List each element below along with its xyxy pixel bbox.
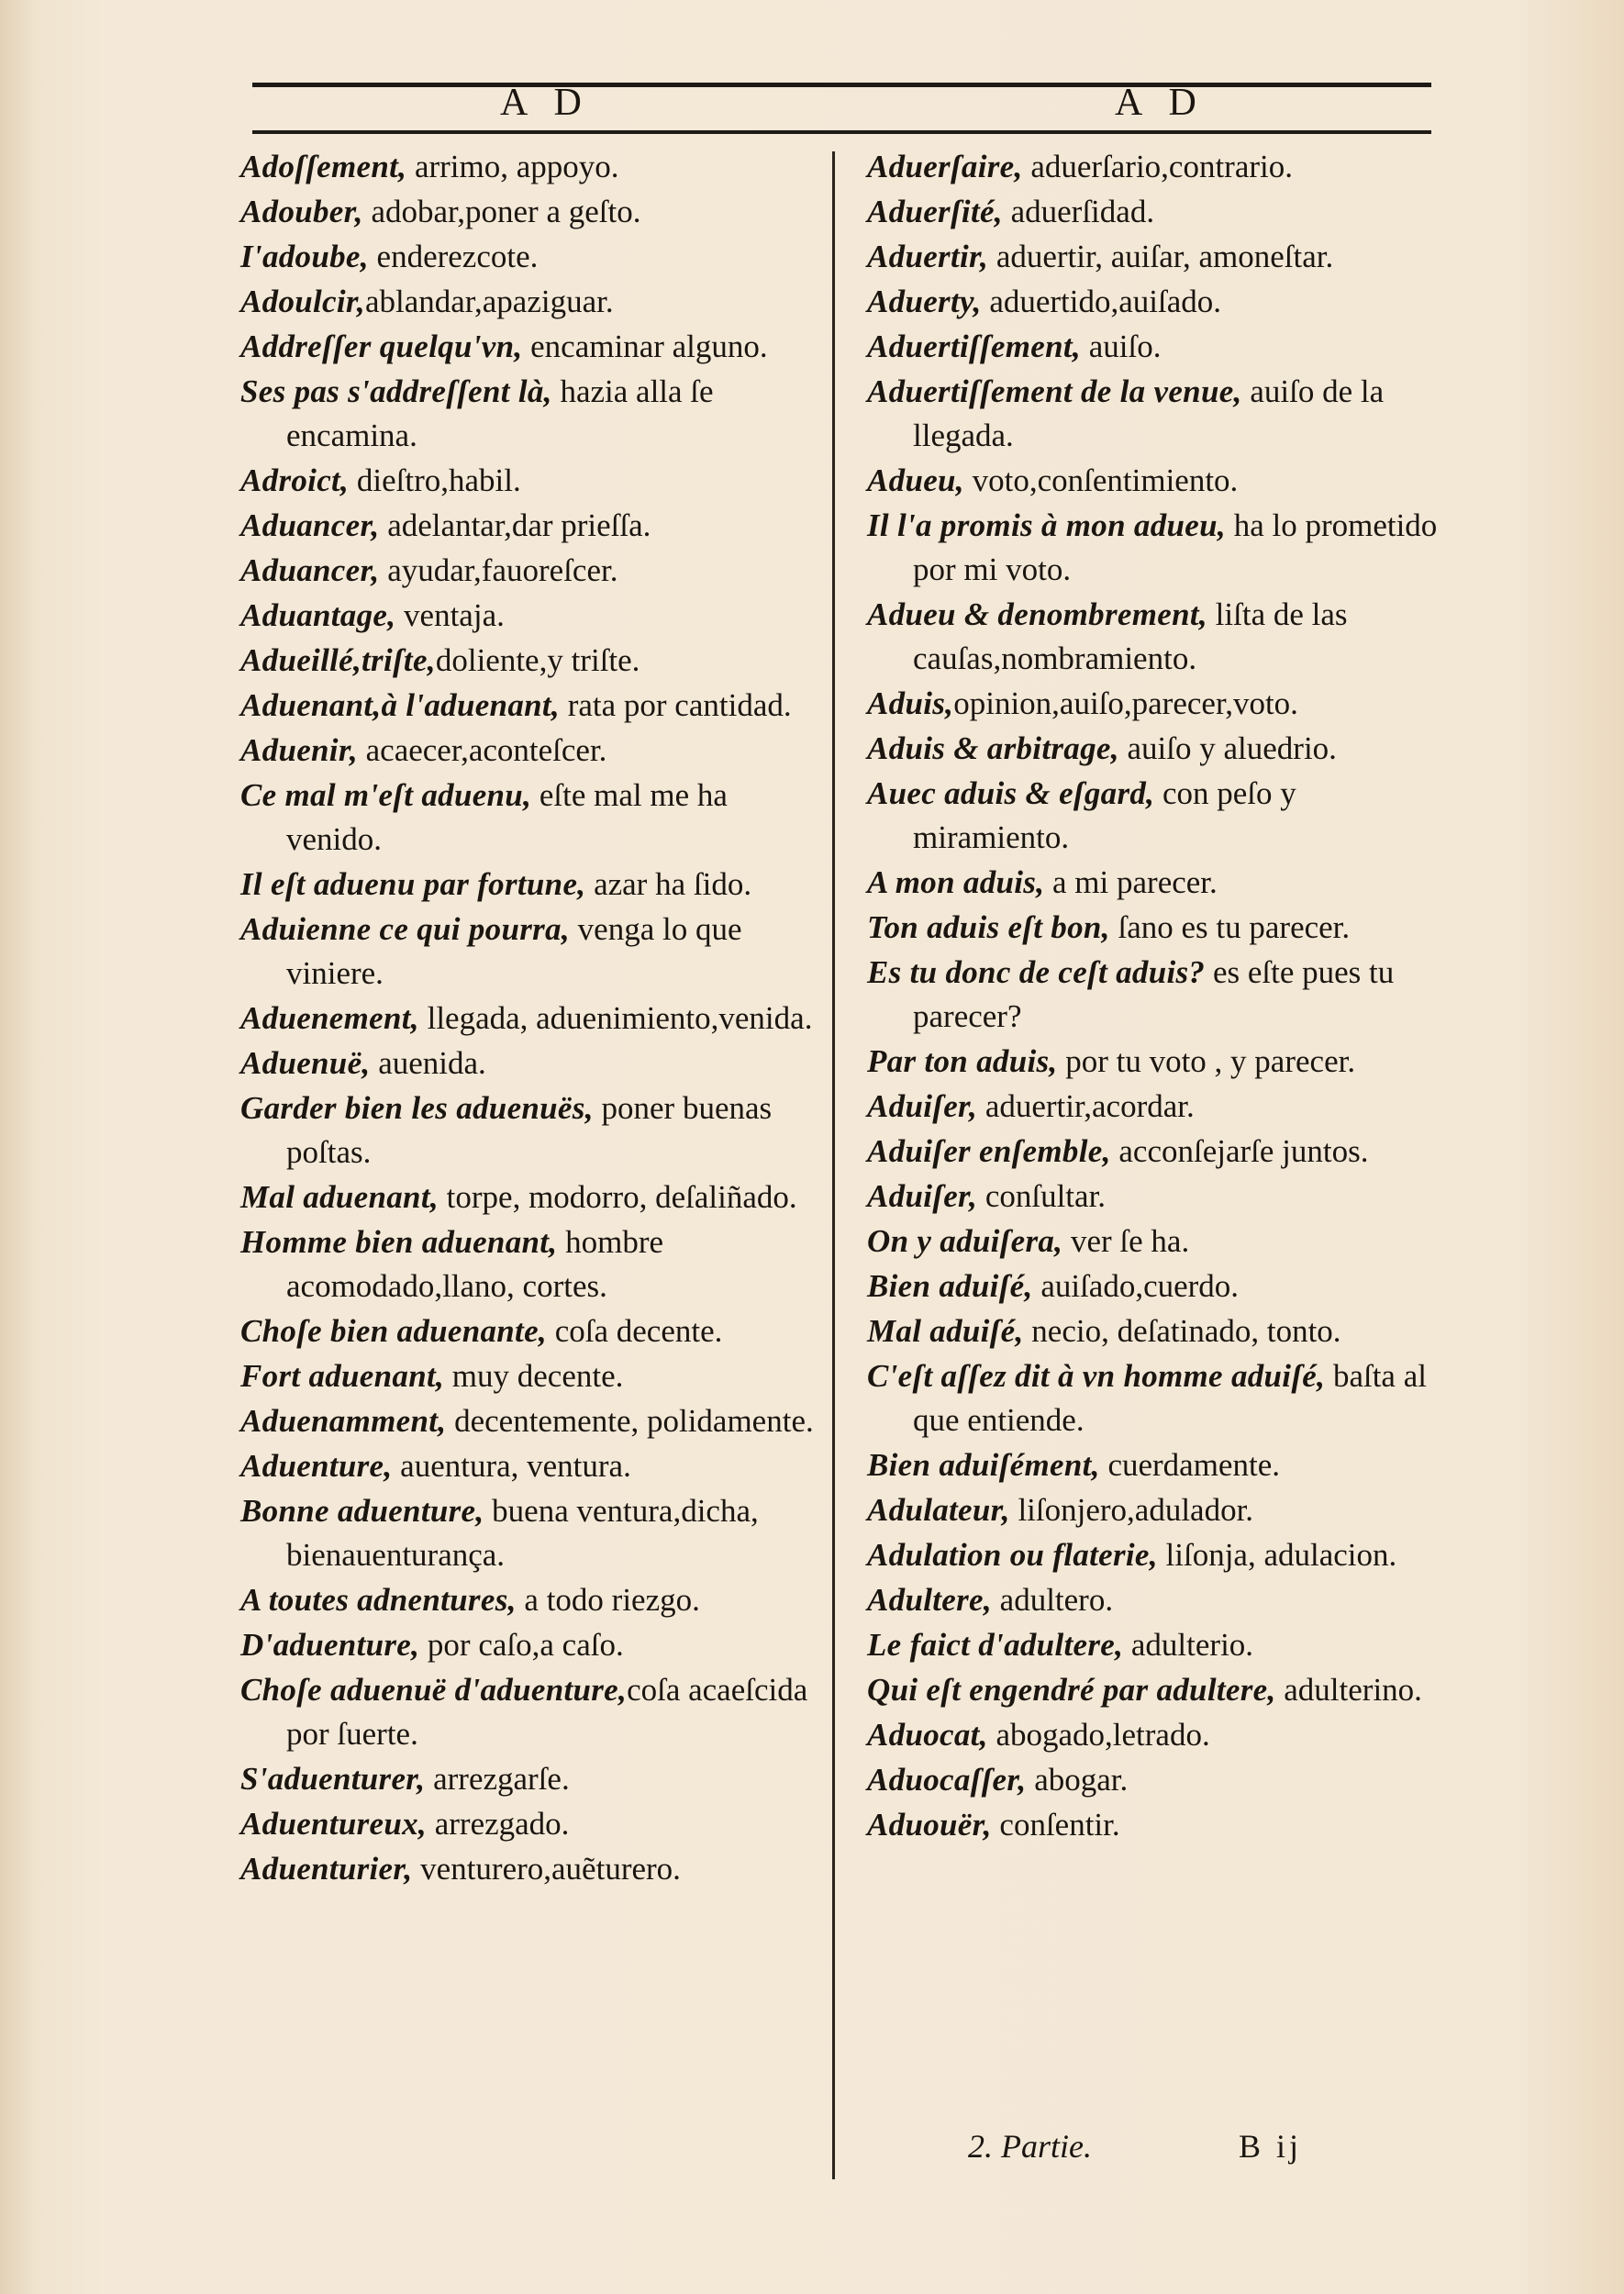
entry-translation: a todo riezgo. (516, 1582, 700, 1618)
entry-translation: voto,conſentimiento. (963, 462, 1239, 498)
head-rule (252, 130, 1431, 134)
entry-headword: Par ton aduis, (867, 1043, 1058, 1079)
entry-headword: Aduis & arbitrage, (867, 730, 1119, 766)
dictionary-entry (240, 863, 828, 907)
entry-translation: auentura, ventura. (392, 1448, 631, 1484)
entry-headword: On y aduiſera, (867, 1223, 1063, 1259)
entry-headword: Aduiſer, (867, 1178, 978, 1214)
dictionary-entry (240, 729, 828, 773)
entry-translation: arrezgado. (426, 1806, 570, 1842)
entry-headword: Adroict, (240, 462, 350, 498)
entry-headword: Es tu donc de ceſt aduis? (867, 954, 1206, 990)
dictionary-entry (867, 370, 1454, 458)
dictionary-entry (867, 682, 1454, 726)
entry-translation: abogado,letrado. (987, 1717, 1210, 1753)
dictionary-entry (240, 639, 828, 683)
entry-headword: Garder bien les aduenuës, (240, 1090, 594, 1126)
entry-headword: Aduenamment, (240, 1403, 447, 1439)
entry-headword: Aduienne ce qui pourra, (240, 911, 570, 947)
entry-headword: Ton aduis eſt bon, (867, 909, 1110, 945)
entry-headword: Aduiſer, (867, 1088, 978, 1124)
entry-headword: Adoulcir, (240, 284, 365, 319)
dictionary-entry (867, 1623, 1454, 1667)
entry-translation: doliente,y triſte. (435, 642, 640, 678)
dictionary-entry (240, 1220, 828, 1308)
entry-headword: Adulateur, (867, 1492, 1010, 1528)
dictionary-entry (240, 145, 828, 189)
entry-translation: aduerſario,contrario. (1022, 149, 1294, 184)
entry-headword: Aduenant,à l'aduenant, (240, 687, 560, 723)
entry-headword: Aduenuë, (240, 1045, 371, 1081)
entry-translation: adelantar,dar prieſſa. (379, 507, 651, 543)
entry-translation: conſultar. (977, 1178, 1107, 1214)
dictionary-entry (240, 1041, 828, 1086)
entry-headword: C'eſt aſſez dit à vn homme aduiſé, (867, 1358, 1326, 1394)
dictionary-entry (240, 594, 828, 638)
entry-translation: aduertir,acordar. (977, 1088, 1195, 1124)
entry-headword: A mon aduis, (867, 864, 1045, 900)
entry-translation: coſa decente. (546, 1313, 723, 1349)
entry-headword: Aduenturier, (240, 1851, 413, 1887)
entry-translation: por tu voto , y parecer. (1057, 1043, 1356, 1079)
dictionary-entry (240, 459, 828, 503)
dictionary-entry (867, 1309, 1454, 1353)
entry-translation: adobar,poner a geſto. (362, 194, 641, 229)
dictionary-entry (867, 1085, 1454, 1129)
entry-headword: Le faict d'adultere, (867, 1627, 1124, 1663)
entry-headword: Bien aduiſément, (867, 1447, 1100, 1483)
dictionary-entry (867, 1130, 1454, 1174)
entry-translation: liſonjero,adulador. (1009, 1492, 1254, 1528)
dictionary-entry (867, 861, 1454, 905)
dictionary-entry (240, 908, 828, 996)
entry-headword: Aduerty, (867, 284, 982, 319)
entry-headword: Aduancer, (240, 552, 380, 588)
dictionary-entry (240, 1444, 828, 1488)
dictionary-entry (867, 280, 1454, 324)
entry-headword: Qui eſt engendré par adultere, (867, 1672, 1276, 1708)
entry-headword: Aduertiſſement de la venue, (867, 373, 1242, 409)
entry-headword: Adulation ou flaterie, (867, 1537, 1158, 1573)
entry-translation: azar ha ſido. (585, 866, 752, 902)
entry-translation: llegada, aduenimiento,venida. (418, 1000, 813, 1036)
entry-translation: arrezgarſe. (425, 1761, 570, 1797)
signature-mark: B ij (1239, 2128, 1303, 2165)
entry-headword: Il eſt aduenu par fortune, (240, 866, 586, 902)
dictionary-entry (867, 593, 1454, 681)
entry-translation: opinion,auiſo,parecer,voto. (953, 685, 1298, 721)
dictionary-entry (240, 1354, 828, 1398)
entry-headword: Aduouër, (867, 1807, 992, 1843)
dictionary-entry (867, 1713, 1454, 1757)
dictionary-entry (240, 325, 828, 369)
entry-translation: venga lo que viniere. (286, 911, 742, 991)
entry-headword: I'adoube, (240, 239, 369, 274)
entry-translation: buena ventura,dicha, bienauenturança. (286, 1493, 759, 1573)
running-head-right: A D (1115, 82, 1206, 124)
dictionary-entry (867, 951, 1454, 1039)
dictionary-entry (867, 1443, 1454, 1487)
entry-headword: Addreſſer quelqu'vn, (240, 329, 523, 364)
entry-translation: hombre acomodado,llano, cortes. (286, 1224, 664, 1304)
entry-translation: decentemente, polidamente. (446, 1403, 814, 1439)
dictionary-entry (867, 504, 1454, 592)
entry-translation: aduerſidad. (1002, 194, 1155, 229)
entry-headword: Adueu, (867, 462, 964, 498)
entry-translation: venturero,auẽturero. (412, 1851, 681, 1887)
left-column (240, 145, 828, 1892)
dictionary-entry (867, 772, 1454, 860)
entry-headword: Aduocaſſer, (867, 1762, 1027, 1798)
entry-headword: Aduocat, (867, 1717, 988, 1753)
entry-translation: rata por cantidad. (559, 687, 792, 723)
entry-translation: muy decente. (444, 1358, 624, 1394)
entry-translation: a mi parecer. (1044, 864, 1218, 900)
dictionary-entry (240, 504, 828, 548)
entry-headword: Adouber, (240, 194, 363, 229)
entry-headword: Aduerſaire, (867, 149, 1023, 184)
entry-headword: Ses pas s'addreſſent là, (240, 373, 552, 409)
entry-translation: auiſo. (1080, 329, 1162, 364)
entry-translation: acconſejarſe juntos. (1110, 1133, 1369, 1169)
dictionary-entry (240, 1757, 828, 1801)
entry-translation: adultero. (991, 1582, 1114, 1618)
entry-headword: Mal aduenant, (240, 1179, 439, 1215)
entry-translation: liſonja, adulacion. (1157, 1537, 1397, 1573)
dictionary-entry (867, 906, 1454, 950)
dictionary-entry (867, 145, 1454, 189)
dictionary-entry (867, 1264, 1454, 1308)
dictionary-entry (867, 1040, 1454, 1084)
entry-translation: conſentir. (991, 1807, 1120, 1843)
entry-headword: Aduantage, (240, 597, 396, 633)
dictionary-entry (240, 1847, 828, 1891)
entry-translation: por caſo,a caſo. (419, 1627, 624, 1663)
entry-translation: ver ſe ha. (1062, 1223, 1190, 1259)
dictionary-entry (867, 1668, 1454, 1712)
entry-headword: Il l'a promis à mon adueu, (867, 507, 1226, 543)
entry-translation: cuerdamente. (1099, 1447, 1280, 1483)
entry-headword: D'aduenture, (240, 1627, 420, 1663)
entry-headword: Adultere, (867, 1582, 992, 1618)
dictionary-entry (867, 1533, 1454, 1577)
dictionary-entry (240, 1489, 828, 1577)
dictionary-entry (240, 1802, 828, 1846)
entry-headword: Aduenement, (240, 1000, 419, 1036)
dictionary-entry (240, 1086, 828, 1175)
entry-headword: Aduis, (867, 685, 954, 721)
entry-headword: Bien aduiſé, (867, 1268, 1033, 1304)
entry-translation: ablandar,apaziguar. (364, 284, 614, 319)
entry-headword: Aduentureux, (240, 1806, 427, 1842)
entry-headword: Ce mal m'eſt aduenu, (240, 777, 532, 813)
entry-translation: auiſado,cuerdo. (1032, 1268, 1240, 1304)
entry-translation: acaecer,aconteſcer. (357, 732, 607, 768)
entry-translation: baſta al que entiende. (913, 1358, 1427, 1438)
entry-translation: auiſo de la llegada. (913, 373, 1385, 453)
dictionary-entry (240, 1668, 828, 1756)
entry-headword: Aduancer, (240, 507, 380, 543)
entry-headword: Choſe aduenuë d'aduenture, (240, 1672, 628, 1708)
entry-headword: S'aduenturer, (240, 1761, 426, 1797)
entry-headword: Auec aduis & eſgard, (867, 775, 1155, 811)
dictionary-entry (240, 190, 828, 234)
entry-headword: Aduiſer enſemble, (867, 1133, 1111, 1169)
entry-translation: poner buenas poſtas. (286, 1090, 773, 1170)
dictionary-entry (867, 190, 1454, 234)
entry-translation: con peſo y miramiento. (913, 775, 1296, 855)
entry-translation: auiſo y aluedrio. (1118, 730, 1337, 766)
entry-headword: A toutes adnentures, (240, 1582, 517, 1618)
entry-translation: adulterino. (1275, 1672, 1422, 1708)
dictionary-entry (240, 549, 828, 593)
entry-headword: Adueillé,triſte, (240, 642, 436, 678)
dictionary-entry (867, 1803, 1454, 1847)
entry-headword: Mal aduiſé, (867, 1313, 1024, 1349)
dictionary-entry (240, 280, 828, 324)
entry-translation: enderezcote. (368, 239, 539, 274)
dictionary-entry (240, 370, 828, 458)
entry-translation: eſte mal me ha venido. (286, 777, 728, 857)
entry-translation: coſa acaeſcida por ſuerte. (286, 1672, 808, 1752)
dictionary-entry (240, 774, 828, 862)
entry-headword: Fort aduenant, (240, 1358, 445, 1394)
entry-headword: Aduertiſſement, (867, 329, 1081, 364)
footer-part-label: 2. Partie. (968, 2128, 1092, 2165)
entry-translation: hazia alla ſe encamina. (286, 373, 714, 453)
right-column (867, 145, 1454, 1848)
entry-headword: Adueu & denombrement, (867, 596, 1207, 632)
dictionary-entry (867, 1488, 1454, 1532)
entry-translation: necio, deſatinado, tonto. (1023, 1313, 1341, 1349)
dictionary-entry (240, 1399, 828, 1443)
dictionary-entry (867, 1758, 1454, 1802)
top-rule (252, 83, 1431, 87)
dictionary-entry (867, 1354, 1454, 1442)
entry-headword: Choſe bien aduenante, (240, 1313, 547, 1349)
dictionary-entry (240, 1578, 828, 1622)
dictionary-entry (867, 1175, 1454, 1219)
dictionary-entry (867, 459, 1454, 503)
dictionary-entry (867, 1219, 1454, 1264)
entry-translation: aduertido,auiſado. (981, 284, 1222, 319)
entry-translation: ha lo prometido por mi voto. (913, 507, 1438, 587)
entry-headword: Bonne aduenture, (240, 1493, 484, 1529)
entry-headword: Adoſſement, (240, 149, 407, 184)
entry-translation: ſano es tu parecer. (1109, 909, 1351, 945)
dictionary-entry (240, 684, 828, 728)
entry-translation: abogar. (1026, 1762, 1129, 1798)
entry-translation: auenida. (370, 1045, 486, 1081)
entry-translation: liſta de las cauſas,nombramiento. (913, 596, 1348, 676)
dictionary-entry (867, 235, 1454, 279)
entry-translation: dieſtro,habil. (349, 462, 521, 498)
entry-headword: Aduenir, (240, 732, 358, 768)
entry-translation: encaminar alguno. (522, 329, 768, 364)
dictionary-entry (867, 325, 1454, 369)
entry-translation: adulterio. (1123, 1627, 1254, 1663)
dictionary-entry (240, 997, 828, 1041)
entry-headword: Homme bien aduenant, (240, 1224, 558, 1260)
entry-translation: torpe, modorro, deſaliñado. (438, 1179, 797, 1215)
running-head-left: A D (500, 82, 591, 124)
entry-headword: Aduenture, (240, 1448, 393, 1484)
dictionary-entry (867, 1578, 1454, 1622)
entry-headword: Aduertir, (867, 239, 989, 274)
entry-translation: aduertir, auiſar, amoneſtar. (988, 239, 1334, 274)
dictionary-entry (240, 235, 828, 279)
column-divider (832, 151, 835, 2179)
dictionary-entry (240, 1623, 828, 1667)
dictionary-entry (240, 1309, 828, 1353)
entry-translation: ventaja. (395, 597, 505, 633)
dictionary-entry (867, 727, 1454, 771)
entry-headword: Aduerſité, (867, 194, 1003, 229)
entry-translation: es eſte pues tu parecer? (913, 954, 1395, 1034)
entry-translation: arrimo, appoyo. (406, 149, 619, 184)
dictionary-entry (240, 1175, 828, 1219)
entry-translation: ayudar,fauoreſcer. (379, 552, 618, 588)
